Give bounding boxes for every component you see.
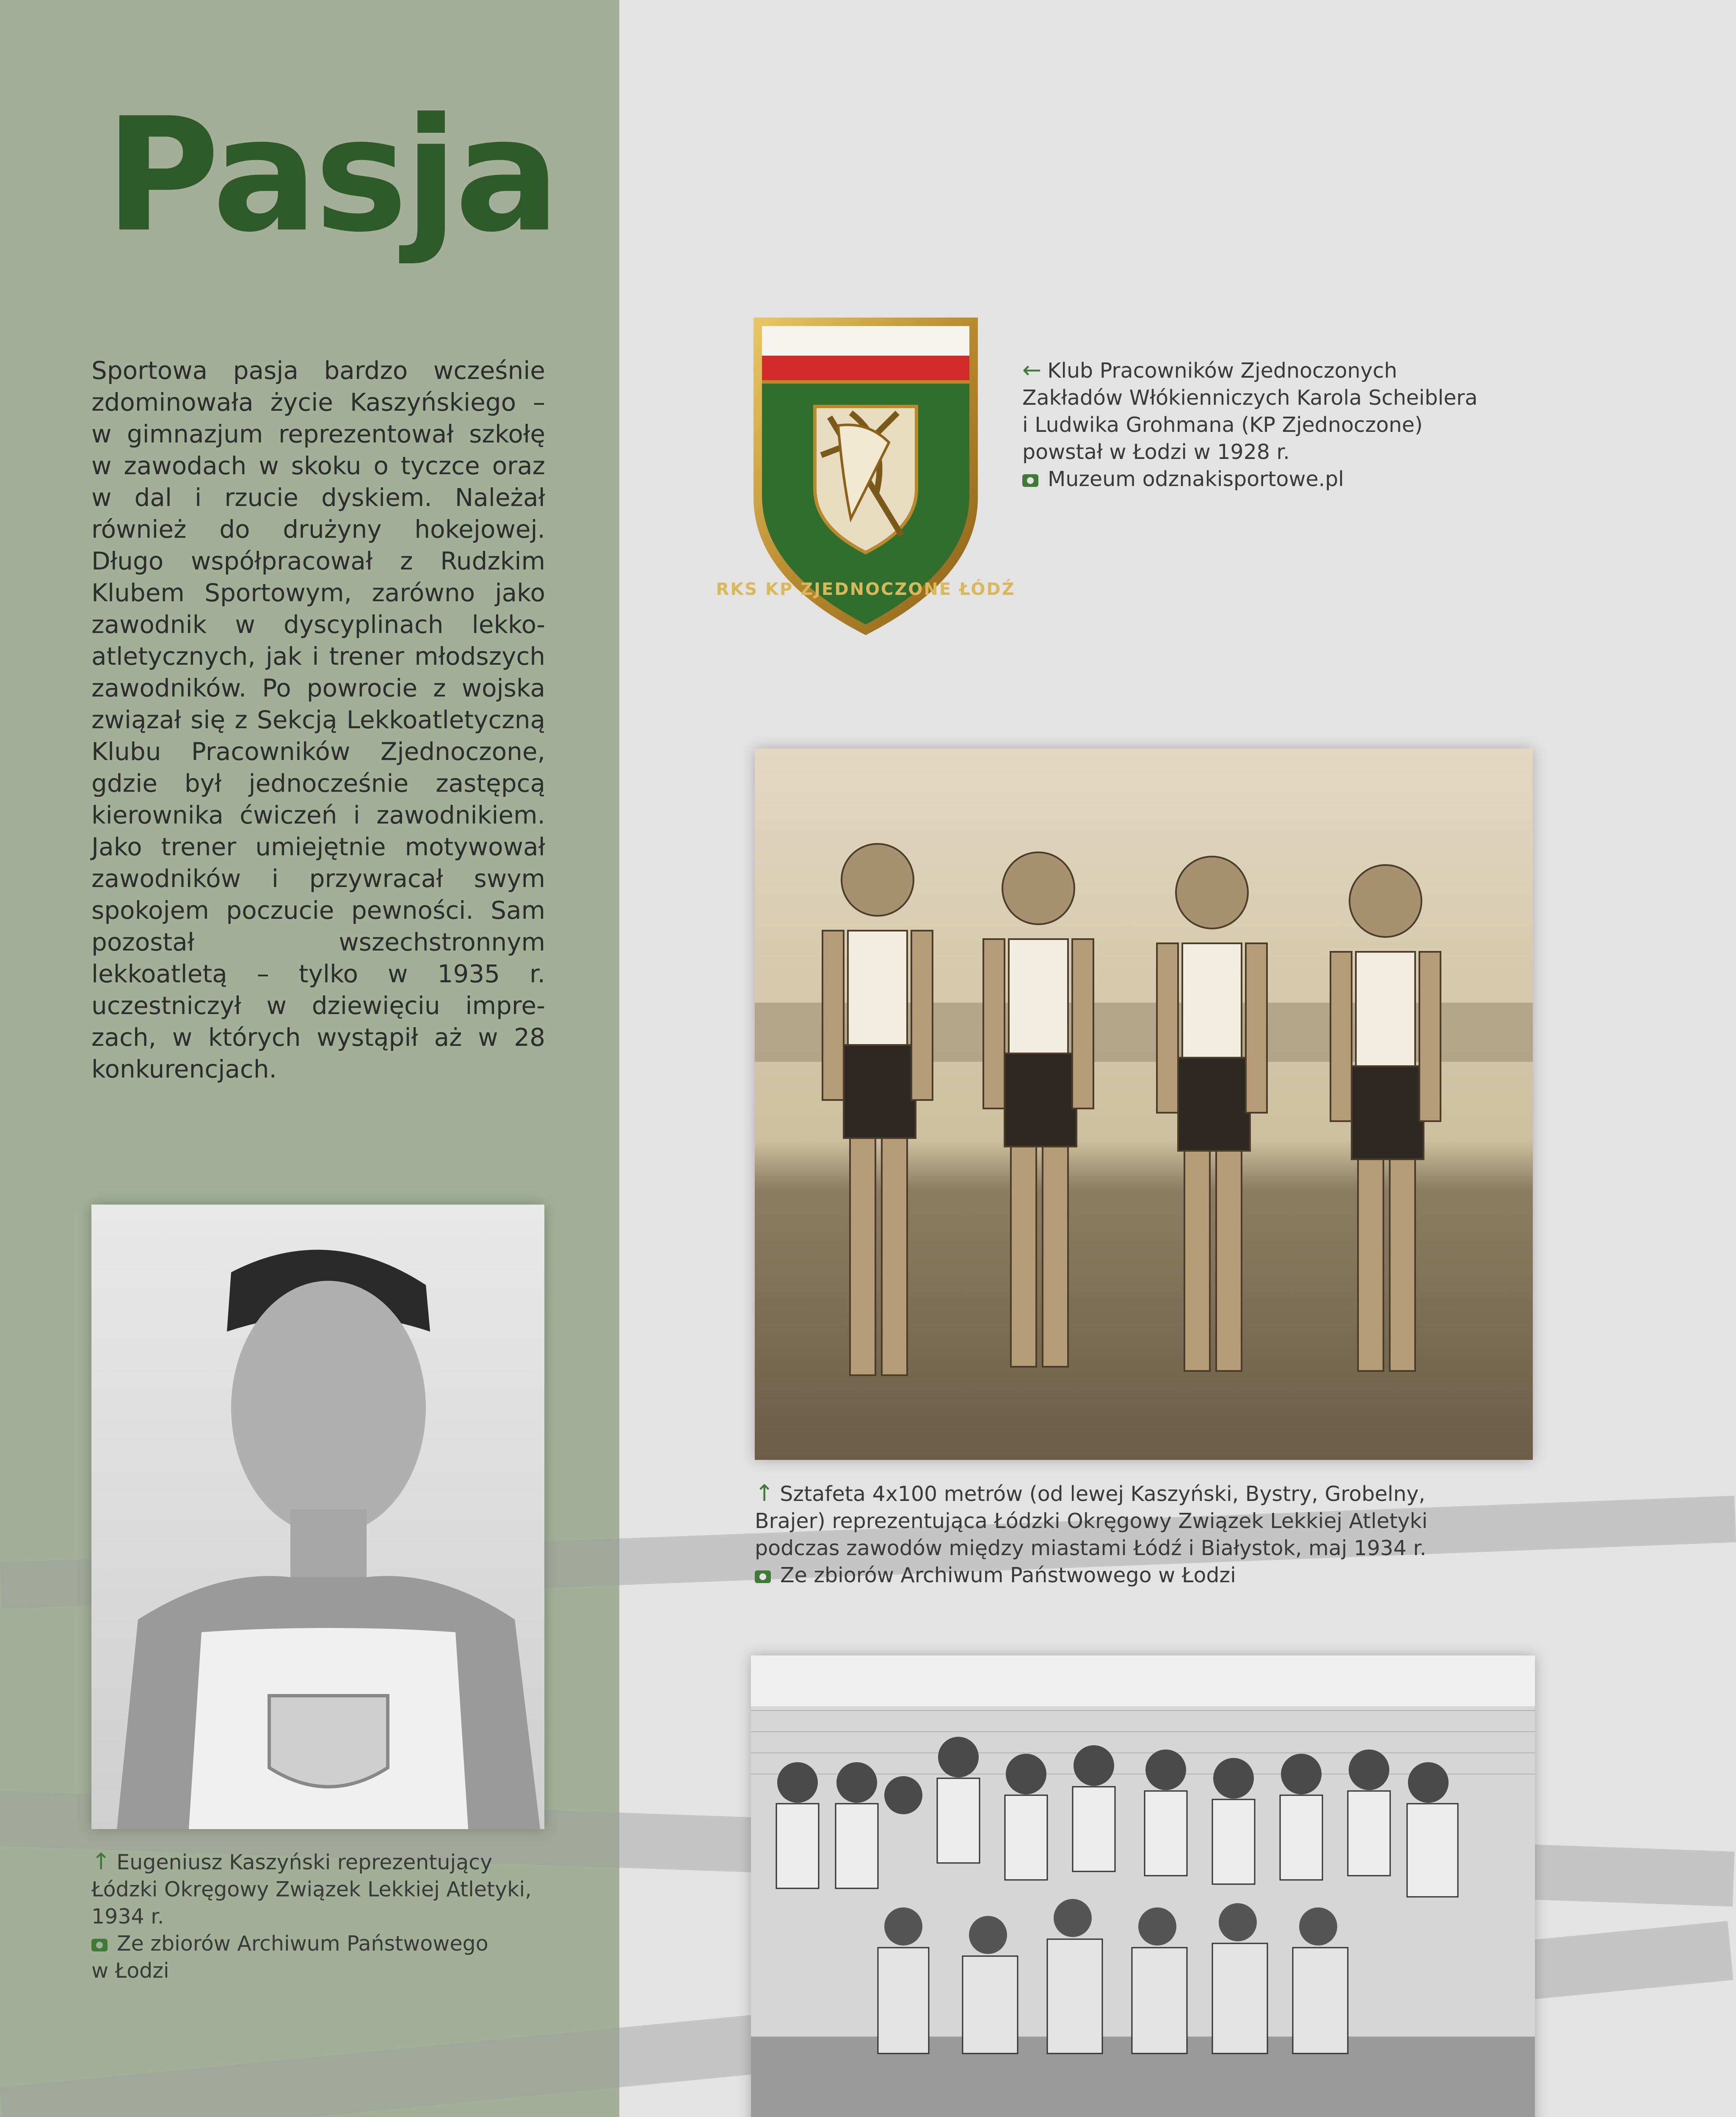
badge-caption-line: Zakładów Włókienniczych Karola Scheiblera [1022,386,1478,410]
badge-caption-line: i Ludwika Grohmana (KP Zjednoczone) [1022,413,1423,437]
page-title: Pasja [105,85,557,267]
club-badge [716,315,1016,639]
portrait-caption-source: Ze zbiorów Archiwum Państwowego [117,1932,489,1956]
camera-icon [1022,474,1038,487]
arrow-up-icon: ↑ [755,1480,774,1506]
camera-icon [755,1570,771,1583]
arrow-left-icon: ← [1022,357,1042,383]
badge-caption-line: powstał w Łodzi w 1928 r. [1022,440,1290,464]
relay-caption-line: Brajer) reprezentująca Łódzki Okręgowy Związek Lekkiej Atletyki [755,1509,1428,1533]
badge-caption-source: Muzeum odznakisportowe.pl [1048,467,1344,491]
relay-caption [755,1480,1559,1589]
team-photo [751,1655,1535,2117]
badge-caption [1022,357,1530,493]
intro-paragraph: Sportowa pasja bardzo wcześnie zdominowała życie Kaszyńskiego – w gimnazjum reprezentował szkołę w zawodach w skoku o tyczce oraz w dal i rzucie dyskiem. Należał również do drużyny hokejowej. Długo współpracował z Rudzkim Klubem Sportowym, zarówno jako zawodnik w dyscyplinach lekkoatletycznych, jak i trener młodszych zawodników. Po powrocie z wojska związał się z Sekcją Lekkoatletyczną Klubu Pracowników Zjednoczone, gdzie był jednocześnie zastępcą kierownika ćwiczeń i zawodnikiem. Jako trener umiejętnie motywował zawodników i przywracał swym spokojem poczucie pewności. Sam pozostał wszechstronnym lekkoatletą – tylko w 1935 r. uczestniczył w dziewięciu imprezach, w których wystąpił aż w 28 konkurencjach. [91,356,545,1083]
relay-caption-source: Ze zbiorów Archiwum Państwowego w Łodzi [780,1563,1236,1587]
portrait-caption-line: Łódzki Okręgowy Związek Lekkiej Atletyki, [91,1877,532,1901]
relay-caption-line: Sztafeta 4x100 metrów (od lewej Kaszyński, Bystry, Grobelny, [780,1482,1425,1506]
camera-icon [91,1939,108,1951]
badge-caption-line: Klub Pracowników Zjednoczonych [1047,359,1397,383]
portrait-caption-line: Eugeniusz Kaszyński reprezentujący [116,1850,493,1874]
badge-emblem-text: RKS KP ZJEDNOCZONE ŁÓDŹ [716,580,1016,599]
portrait-photo [91,1205,544,1829]
arrow-up-icon: ↑ [91,1848,111,1875]
portrait-caption [91,1848,557,1984]
relay-team-photo [755,749,1533,1460]
portrait-caption-source: w Łodzi [91,1959,169,1983]
relay-caption-line: podczas zawodów między miastami Łódź i Białystok, maj 1934 r. [755,1536,1427,1560]
portrait-caption-line: 1934 r. [91,1904,164,1929]
